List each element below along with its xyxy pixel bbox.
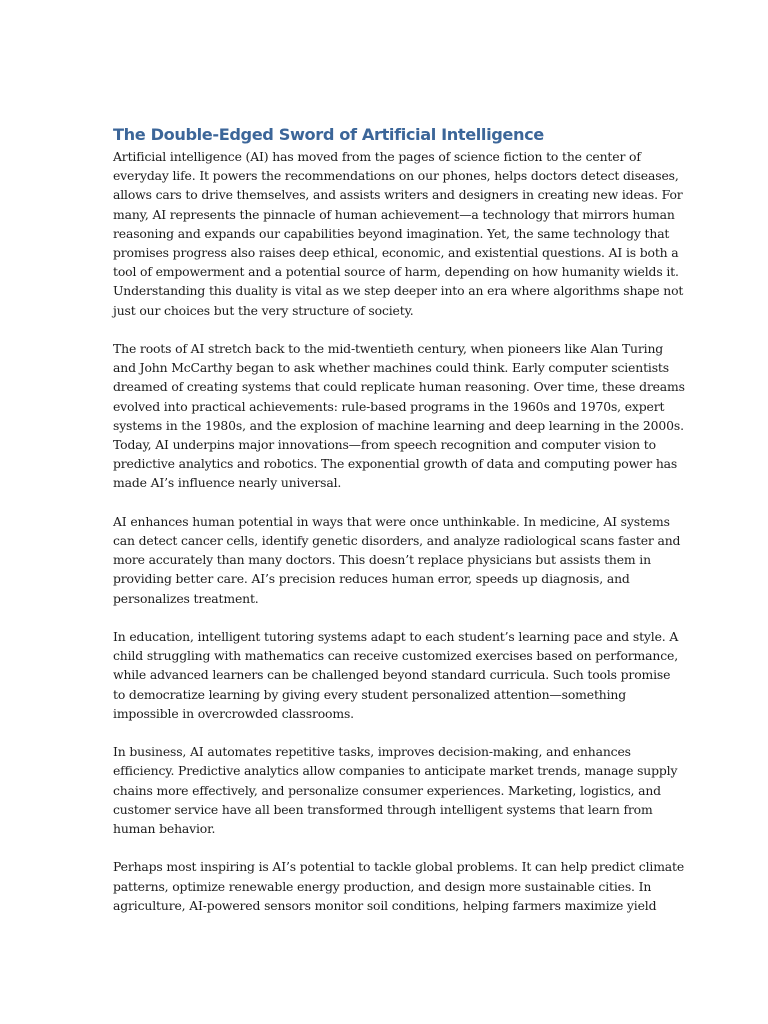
paragraph-spacer	[113, 723, 658, 742]
text-line: Artificial intelligence (AI) has moved from the pages of science fiction to the center of	[113, 149, 641, 164]
text-line: customer service have all been transformed through intelligent systems that learn from	[113, 801, 653, 817]
text-line: child struggling with mathematics can receive customized exercises based on performance,	[113, 648, 678, 664]
paragraph-spacer	[113, 320, 658, 339]
text-line: systems in the 1980s, and the explosion of machine learning and deep learning in the 2000s.	[113, 417, 684, 433]
text-line: and John McCarthy began to ask whether machines could think. Early computer scientists	[113, 360, 669, 376]
text-line: just our choices but the very structure of society.	[113, 302, 414, 318]
text-line: allows cars to drive themselves, and assists writers and designers in creating new ideas. For	[113, 187, 683, 203]
text-line: more accurately than many doctors. This doesn’t replace physicians but assists them in	[113, 552, 651, 568]
text-line: providing better care. AI’s precision reduces human error, speeds up diagnosis, and	[113, 571, 630, 587]
text-line: patterns, optimize renewable energy production, and design more sustainable cities. In	[113, 878, 652, 894]
body-paragraph	[113, 512, 681, 608]
paragraph-spacer	[113, 493, 658, 512]
text-line: chains more effectively, and personalize consumer experiences. Marketing, logistics, and	[113, 782, 661, 798]
text-line: impossible in overcrowded classrooms.	[113, 705, 354, 721]
text-line: The roots of AI stretch back to the mid-twentieth century, when pioneers like Alan Turing	[113, 341, 664, 357]
text-line: personalizes treatment.	[113, 590, 259, 606]
text-line: everyday life. It powers the recommendations on our phones, helps doctors detect diseases,	[113, 168, 679, 184]
text-line: Perhaps most inspiring is AI’s potential to tackle global problems. It can help predict climate	[113, 859, 685, 875]
document-title: The Double-Edged Sword of Artificial Intelligence	[113, 125, 544, 144]
text-line: agriculture, AI-powered sensors monitor soil conditions, helping farmers maximize yield	[113, 897, 657, 913]
text-line: promises progress also raises deep ethical, economic, and existential questions. AI is both a	[113, 245, 679, 261]
text-line: In education, intelligent tutoring systems adapt to each student’s learning pace and style. A	[113, 629, 679, 645]
text-line: made AI’s influence nearly universal.	[113, 475, 342, 491]
text-line: AI enhances human potential in ways that were once unthinkable. In medicine, AI systems	[113, 513, 670, 529]
paragraph-container	[113, 147, 685, 915]
text-line: In business, AI automates repetitive tasks, improves decision-making, and enhances	[113, 744, 631, 760]
paragraph-spacer	[113, 838, 658, 857]
text-line: can detect cancer cells, identify genetic disorders, and analyze radiological scans faster and	[113, 533, 681, 549]
text-line: reasoning and expands our capabilities beyond imagination. Yet, the same technology that	[113, 225, 670, 241]
text-line: human behavior.	[113, 821, 216, 837]
body-paragraph	[113, 147, 684, 320]
text-line: while advanced learners can be challenged beyond standard curricula. Such tools promise	[113, 667, 671, 683]
text-line: Understanding this duality is vital as we step deeper into an era where algorithms shape not	[113, 283, 684, 299]
body-paragraph	[113, 339, 685, 493]
text-line: evolved into practical achievements: rule-based programs in the 1960s and 1970s, expert	[113, 398, 665, 414]
body-paragraph	[113, 857, 685, 915]
text-line: to democratize learning by giving every student personalized attention—something	[113, 686, 627, 702]
text-line: many, AI represents the pinnacle of human achievement—a technology that mirrors human	[113, 206, 675, 222]
text-line: tool of empowerment and a potential source of harm, depending on how humanity wields it.	[113, 264, 679, 280]
text-line: predictive analytics and robotics. The exponential growth of data and computing power has	[113, 456, 678, 472]
document-body	[113, 124, 685, 915]
paragraph-spacer	[113, 608, 658, 627]
body-paragraph	[113, 742, 678, 838]
text-line: Today, AI underpins major innovations—from speech recognition and computer vision to	[113, 437, 656, 453]
body-paragraph	[113, 627, 679, 723]
text-line: efficiency. Predictive analytics allow companies to anticipate market trends, manage supply	[113, 763, 678, 779]
text-line: dreamed of creating systems that could replicate human reasoning. Over time, these dreams	[113, 379, 685, 395]
